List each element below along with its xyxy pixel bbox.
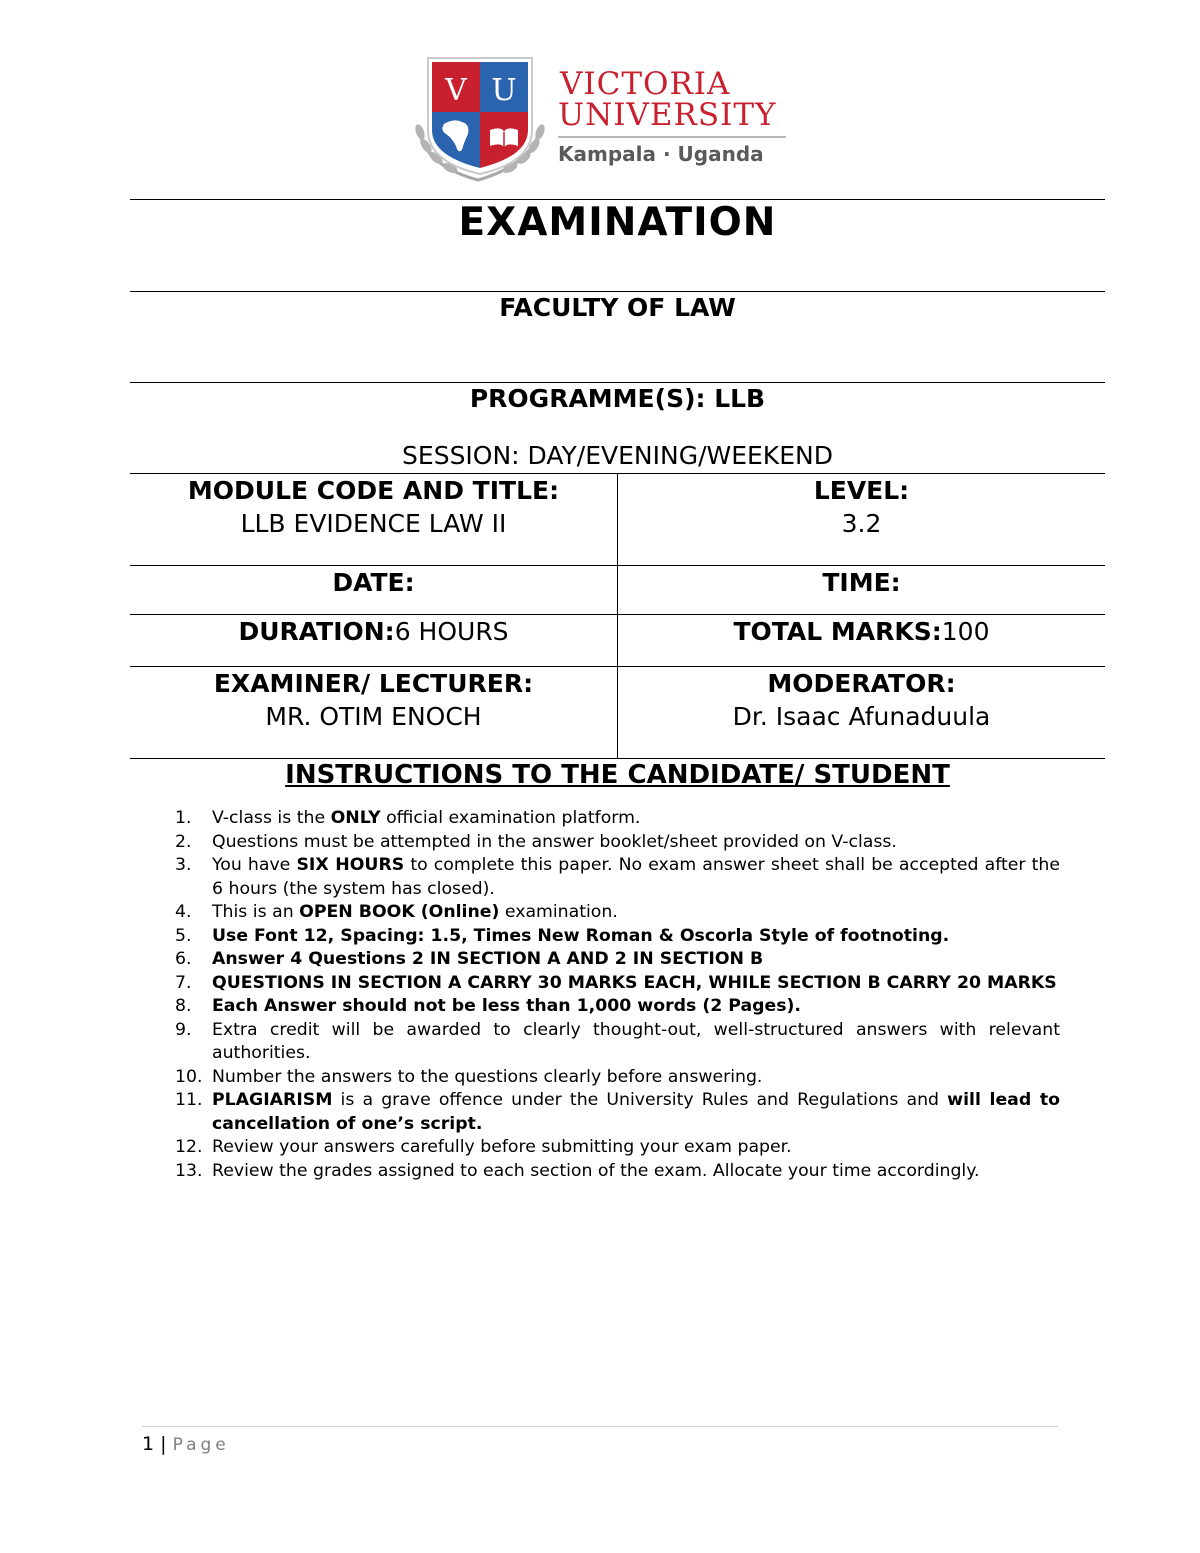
instruction-text: Questions must be attempted in the answer booklet/sheet provided on V-class.	[212, 831, 897, 852]
instruction-item	[130, 1066, 1060, 1090]
instruction-number: 1.	[175, 808, 192, 828]
instruction-text: Use Font 12, Spacing: 1.5, Times New Roman & Oscorla Style of footnoting.	[212, 925, 950, 946]
instruction-text: Review your answers carefully before submitting your exam paper.	[212, 1137, 792, 1157]
instruction-number: 6.	[175, 949, 192, 969]
level-value: 3.2	[841, 509, 882, 538]
total-marks-value: 100	[941, 617, 990, 646]
level-cell	[618, 474, 1105, 540]
instruction-text: ONLY	[330, 808, 381, 828]
exam-title: EXAMINATION	[458, 200, 777, 245]
page-footer	[142, 1433, 230, 1455]
instruction-number: 7.	[175, 972, 192, 993]
instruction-number: 3.	[175, 855, 192, 875]
instruction-item	[130, 1089, 1060, 1136]
instruction-text: official examination platform.	[380, 808, 641, 828]
instruction-text: Review the grades assigned to each section of the exam. Allocate your time accordingly.	[212, 1160, 980, 1181]
time-cell	[618, 566, 1105, 599]
table-rule-5	[130, 758, 1105, 759]
moderator-cell	[618, 667, 1105, 733]
module-label: MODULE CODE AND TITLE:	[187, 476, 560, 505]
instructions-title: INSTRUCTIONS TO THE CANDIDATE/ STUDENT	[285, 760, 950, 790]
university-crest-icon	[410, 50, 555, 185]
instruction-number: 5.	[175, 925, 192, 946]
instruction-item	[130, 901, 1060, 925]
logo-divider	[558, 136, 786, 138]
total-marks-cell	[618, 615, 1105, 648]
level-label: LEVEL:	[813, 476, 910, 505]
instruction-text: Answer 4 Questions 2 IN SECTION A AND 2 IN SECTION B	[212, 949, 764, 969]
instructions-list	[130, 807, 1060, 1183]
instruction-item	[130, 854, 1060, 901]
instruction-text: You have	[212, 855, 297, 875]
page-number: 1	[142, 1433, 155, 1455]
instruction-item	[130, 995, 1060, 1019]
divider-faculty	[130, 291, 1105, 292]
time-label: TIME:	[822, 568, 901, 597]
instruction-text: Extra credit will be awarded to clearly thought-out, well-structured answers with relevant authorities.	[212, 1019, 1060, 1063]
total-marks-label: TOTAL MARKS:	[733, 617, 942, 646]
footer-divider	[142, 1426, 1058, 1427]
logo-name-line2: UNIVERSITY	[558, 97, 777, 133]
faculty-name: FACULTY OF LAW	[499, 293, 736, 322]
instruction-text: to complete this paper. No exam answer sheet shall be accepted after the 6 hours (the system has closed).	[212, 855, 1060, 899]
moderator-label: MODERATOR:	[767, 669, 956, 698]
instruction-text: Number the answers to the questions clearly before answering.	[212, 1066, 763, 1087]
session: SESSION: DAY/EVENING/WEEKEND	[402, 441, 833, 470]
divider-programme	[130, 382, 1105, 383]
date-label: DATE:	[332, 568, 415, 597]
module-value: LLB EVIDENCE LAW II	[240, 509, 507, 538]
instruction-text: is a grave offence under the University Rules and Regulations and	[332, 1090, 948, 1110]
instruction-number: 8.	[175, 996, 192, 1016]
instruction-item	[130, 831, 1060, 855]
instruction-text: OPEN BOOK (Online)	[299, 902, 500, 922]
instruction-number: 2.	[175, 831, 192, 852]
instruction-text: V-class is the	[212, 808, 331, 828]
examiner-label: EXAMINER/ LECTURER:	[213, 669, 534, 698]
examiner-value: MR. OTIM ENOCH	[265, 702, 482, 731]
logo-location: Kampala · Uganda	[558, 142, 764, 166]
module-cell	[130, 474, 617, 540]
instruction-item	[130, 1160, 1060, 1184]
programme: PROGRAMME(S): LLB	[469, 384, 766, 413]
page-separator: |	[160, 1433, 167, 1455]
logo-name-line1: VICTORIA	[560, 66, 731, 102]
instruction-text: examination.	[499, 902, 618, 922]
instruction-number: 4.	[175, 902, 192, 922]
instruction-item	[130, 1136, 1060, 1160]
duration-cell	[130, 615, 617, 648]
instruction-item	[130, 972, 1060, 996]
instruction-text: This is an	[212, 902, 300, 922]
instruction-text: will lead to cancellation of one’s script.	[212, 1090, 1061, 1134]
instruction-item	[130, 1019, 1060, 1066]
university-logo	[410, 50, 800, 185]
instruction-text: PLAGIARISM	[212, 1090, 333, 1110]
instruction-number: 13.	[175, 1160, 203, 1181]
instruction-number: 9.	[175, 1019, 192, 1040]
instruction-number: 11.	[175, 1090, 203, 1110]
date-cell	[130, 566, 617, 599]
instruction-text: SIX HOURS	[296, 855, 405, 875]
crest-letter-u: U	[491, 73, 517, 108]
duration-label: DURATION:	[238, 617, 395, 646]
instruction-text: Each Answer should not be less than 1,000 words (2 Pages).	[212, 996, 801, 1016]
instruction-item	[130, 925, 1060, 949]
page-label: Page	[172, 1435, 230, 1455]
moderator-value: Dr. Isaac Afunaduula	[732, 702, 991, 731]
instruction-number: 12.	[175, 1137, 203, 1157]
instruction-item	[130, 948, 1060, 972]
instruction-text: QUESTIONS IN SECTION A CARRY 30 MARKS EACH, WHILE SECTION B CARRY 20 MARKS	[212, 972, 1057, 993]
instruction-item	[130, 807, 1060, 831]
crest-letter-v: V	[445, 73, 467, 108]
duration-value: 6 HOURS	[394, 617, 509, 646]
instruction-number: 10.	[175, 1066, 203, 1087]
examiner-cell	[130, 667, 617, 733]
